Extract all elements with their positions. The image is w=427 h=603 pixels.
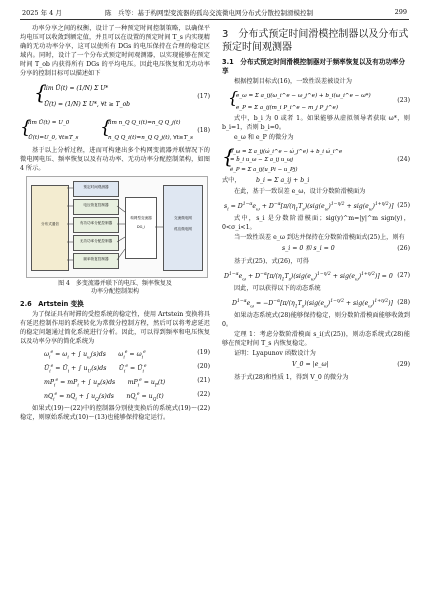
equation-25 bbox=[222, 198, 410, 212]
svg-text:Ū(t) = (1/N) Σ U*, ∀t ≥ T_ob: Ū(t) = (1/N) Σ U*, ∀t ≥ T_ob bbox=[44, 101, 131, 108]
active-power-controller-label: 有功功率分配控制器 bbox=[79, 221, 113, 225]
equation-23-number: (23) bbox=[397, 97, 410, 104]
islanded-microgrid-label: 孤岛微电网 bbox=[174, 226, 192, 231]
svg-text:e_ω = Σ a_ij(ω_i^e − ω_j^e) +: e_ω = Σ a_ij(ω_i^e − ω_j^e) + b_i(ω_i^e − ω*) bbox=[236, 93, 371, 99]
svg-text:{: { bbox=[100, 117, 112, 138]
figure-4-diagram bbox=[26, 176, 208, 278]
section-3-heading: 3 分布式预定时间滑模控制器以及分布式预定时间观测器 bbox=[222, 29, 409, 53]
left-paragraph-3: 为了保证具有时滞的受控系统的稳定性，使用 Artstein 变换将具有延迟控制作用的系统转化为常微分控制方程，然后可以将考虑延迟的稳定问题通过简化系统进行分析。因此，可以得到频率和电压恢复以及功率分享的简化系统为 bbox=[20, 311, 210, 345]
svg-text:{: { bbox=[222, 144, 235, 168]
svg-text:ė_ω = Σ a_ij(ω̇_i^e − ω̇_j^e): ė_ω = Σ a_ij(ω̇_i^e − ω̇_j^e) + b_i ω̇_i^e bbox=[230, 149, 343, 155]
equation-26-number: (26) bbox=[397, 245, 410, 252]
equation-21-number: (21) bbox=[197, 377, 210, 384]
equation-27 bbox=[222, 268, 410, 282]
section-3-1-heading: 3.1 分布式预定时间滑模控制器对于频率恢复以及有功功率分享 bbox=[222, 58, 406, 75]
svg-text:ė_P = Σ a_ij(u_Pi − u_Pj): ė_P = Σ a_ij(u_Pi − u_Pj) bbox=[230, 167, 298, 173]
equation-28-formula: $D^{1-\alpha}e_\omega = -D^{-\alpha}[\pi/(\eta_1T_s)(sig(e_\omega)^{1-\eta/2} + sig(e_\omega)^{1+\eta/2})]$ bbox=[232, 299, 393, 310]
observer-box bbox=[73, 181, 119, 197]
equation-29-number: (29) bbox=[397, 361, 410, 368]
voltage-controller-box bbox=[73, 199, 119, 215]
equation-21 bbox=[20, 376, 210, 388]
svg-text:lim Ū(t) = (1/N) Σ U*: lim Ū(t) = (1/N) Σ U* bbox=[44, 85, 109, 92]
right-paragraph-8: 基于式(25)、式(26)，可得 bbox=[234, 258, 309, 265]
page-header bbox=[0, 0, 427, 20]
theorem-1: 定理 1：考虑分数阶滑模面 s_i(式(25))，则动态系统式(28)能够在预定时间 T_s 内恢复稳定。 bbox=[222, 331, 410, 347]
equation-29-formula: V_0 = |e_ω| bbox=[292, 361, 329, 368]
observer-label: 预定时间观测器 bbox=[83, 185, 109, 189]
left-column bbox=[20, 24, 210, 423]
section-2-6-heading: 2.6 Artstein 变换 bbox=[20, 300, 84, 308]
equation-29 bbox=[222, 360, 410, 371]
right-paragraph-2: 式中，b_i 为 0 或者 1。如果能够从虚拟领导者获取 ω*，则 b_i=1，否则 b_i=0。 bbox=[222, 115, 410, 131]
equation-19 bbox=[20, 348, 210, 360]
right-paragraph-1: 根据控制目标式(16)，一致性误差被设计为 bbox=[234, 78, 352, 85]
equation-21-formula: $mP_i^e = mP_i$ + ∫ $u_P(s)ds$ $mP_i^e = u_P(t)$ bbox=[44, 378, 166, 389]
equation-28 bbox=[222, 295, 410, 309]
left-paragraph-4: 如果式(19)～(22)中的控制器分别使变换后的系统式(19)～(22)稳定，则原始系统式(10)～(13)也能够保持稳定运行。 bbox=[20, 405, 210, 421]
equation-27-number: (27) bbox=[397, 272, 410, 279]
svg-text:Ū(t)=U_0, ∀t≥T_s: Ū(t)=U_0, ∀t≥T_s bbox=[28, 135, 79, 141]
left-paragraph-2: 基于以上分析过程，进而可构建出多个构网变流器并联情况下的微电网电压、频率恢复以及有功功率、无功功率分配控制架构，如图 4 所示。 bbox=[20, 147, 210, 172]
bi-definition bbox=[222, 176, 410, 187]
header-page-number: 299 bbox=[394, 8, 407, 16]
bi-definition-prefix: 式中， bbox=[222, 177, 241, 184]
right-paragraph-3: e_ω 和 e_P 的微分为 bbox=[234, 134, 294, 141]
equation-19-number: (19) bbox=[197, 349, 210, 356]
equation-26-formula: s_i = 0 和 s_i = 0 bbox=[282, 245, 335, 252]
equation-22-number: (22) bbox=[197, 391, 210, 398]
frequency-controller-box bbox=[73, 253, 119, 269]
header-rule bbox=[20, 19, 409, 20]
microgrid-label: 交流微电网 bbox=[174, 216, 192, 220]
bi-definition-formula: b_i = Σ a_ij + b_i bbox=[256, 177, 310, 184]
right-paragraph-10: 如果动态系统式(28)能够保持稳定，则分数阶滑模面能够收敛到 0。 bbox=[222, 312, 410, 328]
equation-19-formula: $\omega_i^e = \omega_i$ + ∫ $u_\omega(s)ds$ $\omega_i^e = \omega_i^e$ bbox=[44, 350, 146, 361]
equation-20-number: (20) bbox=[197, 363, 210, 370]
equation-18-number: (18) bbox=[197, 127, 210, 134]
microgrid-box bbox=[163, 185, 203, 271]
figure-4-caption-line-1: 图 4 多变流器并联下的电压、频率恢复及 bbox=[58, 280, 172, 287]
distributed-communication-box bbox=[31, 185, 69, 271]
svg-text:lim n_Q Q_i(t)=n_Q Q_j(t): lim n_Q Q_i(t)=n_Q Q_j(t) bbox=[108, 120, 181, 126]
header-title: 陈 兵等：基于构网型变流器的孤岛交流微电网分布式分散控制滑模控制 bbox=[105, 9, 313, 17]
right-paragraph-5: 在此，基于一致误差 e_ω，设计分数阶滑模面为 bbox=[234, 188, 366, 195]
equation-28-number: (28) bbox=[397, 299, 410, 306]
equation-17 bbox=[20, 80, 210, 112]
equation-24 bbox=[222, 144, 410, 174]
figure-4-caption bbox=[20, 280, 210, 296]
svg-text:n_Q Q_i(t)=n_Q Q_j(t), ∀t≥T_s: n_Q Q_i(t)=n_Q Q_j(t), ∀t≥T_s bbox=[108, 135, 193, 141]
figure-4-caption-line-2: 功率分配控制架构 bbox=[90, 288, 139, 295]
svg-text:{: { bbox=[34, 80, 47, 104]
equation-22-formula: $nQ_i^e = nQ_i$ + ∫ $u_Q(s)ds$ $nQ_i^e = u_Q(t)$ bbox=[44, 392, 164, 403]
right-paragraph-11: 基于式(28)和性质 1，得到 V_0 的微分为 bbox=[234, 374, 349, 381]
equation-17-formula bbox=[34, 80, 204, 112]
dg-label: DG_i bbox=[136, 224, 146, 229]
frequency-controller-label: 频率恢复控制器 bbox=[83, 257, 109, 261]
gfm-converter-label: 构网型变流器 bbox=[130, 216, 152, 220]
equation-26 bbox=[222, 244, 410, 255]
svg-text:= b̄_i u_ω − Σ a_ij u_ωj: = b̄_i u_ω − Σ a_ij u_ωj bbox=[230, 157, 294, 163]
equation-24-formula bbox=[222, 144, 386, 174]
equation-24-number: (24) bbox=[397, 156, 410, 163]
equation-25-number: (25) bbox=[397, 202, 410, 209]
equation-18 bbox=[20, 114, 210, 144]
svg-text:{: { bbox=[20, 117, 32, 138]
equation-23 bbox=[222, 88, 410, 112]
equation-22 bbox=[20, 390, 210, 402]
voltage-controller-label: 电压恢复控制器 bbox=[83, 203, 109, 207]
equation-18-formula bbox=[20, 114, 196, 144]
right-paragraph-7: 当一致性误差 e_ω 到达并保持在分数阶滑模面式(25)上，则有 bbox=[234, 234, 405, 241]
equation-23-formula bbox=[228, 88, 388, 112]
header-date: 2025 年 4 月 bbox=[22, 9, 62, 17]
equation-27-formula: $D^{1-\alpha}e_\omega + D^{-\alpha}[\pi/(\eta_1T_s)(sig(e_\omega)^{1-\eta/2} + sig(e_\omega)^{1+\eta/2})] = 0$ bbox=[224, 272, 393, 283]
reactive-power-controller-label: 无功功率分配控制器 bbox=[79, 239, 113, 243]
reactive-power-controller-box bbox=[73, 235, 119, 251]
equation-25-formula: $s_i = D^{1-\alpha}e_\omega + D^{-\alpha}[\pi/(\eta_1T_s)(sig(e_\omega)^{1-\eta/2} + sig(e_\omega)^{1+\eta/2})]$ bbox=[224, 202, 394, 213]
distributed-communication-label: 分布式通信 bbox=[41, 222, 59, 226]
svg-text:lim Ū(t) = U_0: lim Ū(t) = U_0 bbox=[28, 120, 70, 126]
proof-start: 证明：Lyapunov 函数设计为 bbox=[234, 350, 316, 357]
left-paragraph-1: 功率分享之间的权衡，设计了一种预定时间控制策略，以确保平均电压可以收敛到额定值，并且可以在设置的预定时间 T_s 内实现精确的无功功率分享，这可以使所有 DGs 的电压保持在合理的稳定区域内。同时，设计了一个分布式预定时间观测器，以实现能够在预定时间 T_ob 内获得所有 DGs 的平均电压。因此电压恢复和无功功率分享的控制目标可以描述如下 bbox=[20, 25, 210, 77]
equation-20 bbox=[20, 362, 210, 374]
svg-text:{: { bbox=[228, 88, 239, 107]
right-column bbox=[222, 24, 410, 383]
right-paragraph-9: 因此，可以获得以下的动态系统 bbox=[234, 285, 321, 292]
active-power-controller-box bbox=[73, 217, 119, 233]
equation-20-formula: $Ū_i^e$ = $Ū_i$ + ∫ $u_U(s)ds$ $Ū_i^e$ = $Ū_i^e$ bbox=[44, 364, 147, 375]
gfm-converter-box bbox=[125, 197, 157, 259]
right-paragraph-6: 式中，s_i 是分数阶滑模面；sig(y)^m=|y|^m sign(y)，0<σ_i<1。 bbox=[222, 215, 410, 231]
svg-text:e_P = Σ a_ij(m_i P_i^e − m_j P: e_P = Σ a_ij(m_i P_i^e − m_j P_j^e) bbox=[236, 105, 339, 111]
equation-17-number: (17) bbox=[197, 93, 210, 100]
